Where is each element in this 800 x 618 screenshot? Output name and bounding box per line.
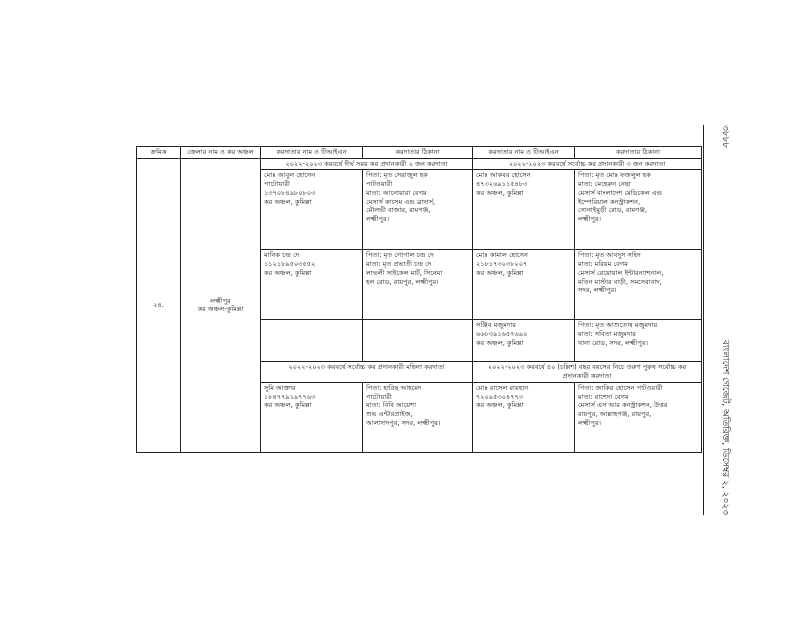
taxpayer-address-cell xyxy=(363,170,473,250)
section-female: ২০২২-২০২৩ করবর্ষে সর্বোচ্চ কর প্রদানকারী মহিলা করদাতা xyxy=(261,362,473,382)
address-line: মাতা: মৃত প্রভাতী চন্দ্র দে xyxy=(366,260,432,269)
taxpayer-address-cell xyxy=(575,382,702,452)
name-line: পাটোয়ারী xyxy=(264,180,290,189)
tin-line: ২১৮১৭৩০৩৮২০৭ xyxy=(476,260,528,269)
address-line: মাতা: মরিয়ম বেগম xyxy=(578,260,628,269)
address-line: পাটওয়ারী xyxy=(366,180,393,189)
tin-line: ১৮৪৭৭৯১৯৭৭৬৩ xyxy=(264,392,316,401)
district-cell xyxy=(181,158,261,452)
taxpayer-table xyxy=(136,146,702,453)
address-line: পাটোয়ারী xyxy=(366,392,392,401)
taxpayer-name-cell xyxy=(261,382,363,452)
taxpayer-address-cell xyxy=(575,320,702,362)
taxpayer-address-cell xyxy=(363,250,473,320)
zone-line: কর অঞ্চল, কুমিল্লা xyxy=(264,401,312,410)
taxpayer-name-cell xyxy=(473,250,575,320)
address-line: সদর, লক্ষ্মীপুর। xyxy=(578,286,617,295)
gazette-issue-line: বাংলাদেশ গেজেট, অতিরিক্ত, ডিসেম্বর ২, ২০২৩ xyxy=(720,339,731,515)
tin-line: ৭২০৯৫৩০৪৭৭৩ xyxy=(476,392,524,401)
header-name-right: করদাতার নাম ও টিআইএন xyxy=(473,147,575,159)
header-address-left: করদাতার ঠিকানা xyxy=(363,147,473,159)
name-line: মানিক চন্দ্র দে xyxy=(264,251,300,260)
taxpayer-name-cell xyxy=(473,320,575,362)
district-name: লক্ষ্মীপুর xyxy=(210,296,231,305)
address-line: রায়পুর, আল্লাহগঞ্জ, রায়পুর, xyxy=(578,409,652,418)
name-line: সুমি আক্তার xyxy=(264,383,296,392)
tin-line: ৬৬৮৩৯১৬৫৭৬৯০ xyxy=(476,330,528,339)
address-line: মাতা: মেহেরুন নেছা xyxy=(578,180,631,189)
address-line: পিতা: হারিছ আহমেদ xyxy=(366,383,422,392)
tin-line: ৪৭৩২৬৯১১৫৪৮৩ xyxy=(476,180,528,189)
taxpayer-address-cell xyxy=(363,382,473,452)
address-line: পিতা: মৃত আশুতোষ মজুমদার xyxy=(578,321,658,330)
address-line: লক্ষ্মীপুর। xyxy=(578,214,601,223)
address-line: পিতা: মৃত সেরাজুল হক xyxy=(366,171,428,180)
header-serial: ক্রমিক xyxy=(137,147,181,159)
header-name-left: করদাতার নাম ও টিআইএন xyxy=(261,147,363,159)
address-line: হল রোড, রায়পুর, লক্ষ্মীপুর। xyxy=(366,277,439,286)
address-line: মাতা: রাশেদা বেগম xyxy=(578,392,629,401)
address-line: মাতা: বিবি আয়েশা xyxy=(366,401,416,410)
address-line: থানা রোড, সদর, লক্ষ্মীপুর। xyxy=(578,338,649,347)
header-row xyxy=(137,147,702,159)
taxpayer-name-cell xyxy=(473,170,575,250)
address-line: মাতা: সবিতা মজুমদার xyxy=(578,330,636,339)
zone-line: কর অঞ্চল, কুমিল্লা xyxy=(476,401,524,410)
zone-line: কর অঞ্চল, কুমিল্লা xyxy=(264,197,312,206)
district-zone: কর অঞ্চল-কুমিল্লা xyxy=(197,305,244,314)
taxpayer-name-cell xyxy=(473,382,575,452)
address-line: মৌলভী বাজার, রামগঞ্জ, xyxy=(366,206,431,215)
address-line: মতিন মাস্টার বাড়ী, সমসেরাবাদ, xyxy=(578,277,662,286)
sidebar-vertical-text xyxy=(714,125,738,515)
name-line: মোঃ আকবর হোসেন xyxy=(476,171,531,180)
address-line: আলাদাদপুর, সদর, লক্ষ্মীপুর। xyxy=(366,418,441,427)
section-highest: ২০২২-২০২৩ করবর্ষে সর্বোচ্চ কর প্রদানকারী ৩ জন করদাতা xyxy=(473,158,702,170)
section-long-term: ২০২২-২০২৩ করবর্ষে দীর্ঘ সময় কর প্রদানকারী ২ জন করদাতা xyxy=(261,158,473,170)
taxpayer-address-cell xyxy=(575,250,702,320)
name-line: সঞ্জিব মজুমদার xyxy=(476,321,516,330)
page-number: ৩৮৮৮ xyxy=(720,125,731,149)
taxpayer-name-cell-empty xyxy=(261,320,363,362)
section-row-1 xyxy=(137,158,702,170)
address-line: মাতা: আনোয়ারা বেগম xyxy=(366,188,427,197)
address-line: মেসার্স বাংলাদেশ মেডিকেল এন্ড xyxy=(578,188,663,197)
serial-cell: ২৪. xyxy=(137,158,181,452)
address-line: লক্ষ্মীপুর। xyxy=(578,418,601,427)
header-address-right: করদাতার ঠিকানা xyxy=(575,147,702,159)
zone-line: কর অঞ্চল, কুমিল্লা xyxy=(264,268,312,277)
address-line: ইম্পেরিয়াল কনস্ট্রাকশন, xyxy=(578,197,641,206)
section-young: ২০২২-২০২৩ করবর্ষে ৪০ (চল্লিশ) বছর বয়সের নিচে তরুণ পুরুষ সর্বোচ্চ কর প্রদানকারী করদাতা xyxy=(473,362,702,382)
tin-line: ১৩৭০৮৪৯৮০৮০৩ xyxy=(264,188,316,197)
taxpayer-address-cell-empty xyxy=(363,320,473,362)
address-line: পিতা: মৃত মোঃ ফজলুল হক xyxy=(578,171,651,180)
taxpayer-address-cell xyxy=(575,170,702,250)
zone-line: কর অঞ্চল, কুমিল্লা xyxy=(476,338,524,347)
zone-line: কর অঞ্চল, কুমিল্লা xyxy=(476,188,524,197)
address-line: সোনাইমুড়ী রোড, রামগঞ্জ, xyxy=(578,206,648,215)
address-line: শুভ এন্টারপ্রাইজ, xyxy=(366,409,413,418)
taxpayer-name-cell xyxy=(261,250,363,320)
gazette-sidebar xyxy=(703,125,750,515)
name-line: মোঃ রাসেল রায়হান xyxy=(476,383,529,392)
taxpayer-name-cell xyxy=(261,170,363,250)
address-line: পিতা: মৃত আবদুস সহিদ xyxy=(578,251,641,260)
address-line: লাভলী সাইকেল মার্ট, সিনেমা xyxy=(366,268,443,277)
address-line: লক্ষ্মীপুর। xyxy=(366,214,389,223)
tin-line: ১১২১৮৯৫০৩৫৫২ xyxy=(264,260,316,269)
address-line: পিতা: মৃত গোপাল চন্দ্র দে xyxy=(366,251,434,260)
address-line: মেসার্স রেয়োয়াল ইন্টারন্যাশনাল, xyxy=(578,268,664,277)
address-line: মেসার্স এস আর কনস্ট্রাকশন, উত্তর xyxy=(578,401,668,410)
name-line: মোঃ আবুল হোসেন xyxy=(264,171,316,180)
header-district: জেলার নাম ও কর অঞ্চল xyxy=(181,147,261,159)
name-line: মোঃ কামাল হোসেন xyxy=(476,251,528,260)
zone-line: কর অঞ্চল, কুমিল্লা xyxy=(476,268,524,277)
address-line: পিতা: জাকির হোসেন পাটওয়ারী xyxy=(578,383,663,392)
address-line: মেসার্স কাসেম এন্ড ব্রাদার্স, xyxy=(366,197,436,206)
